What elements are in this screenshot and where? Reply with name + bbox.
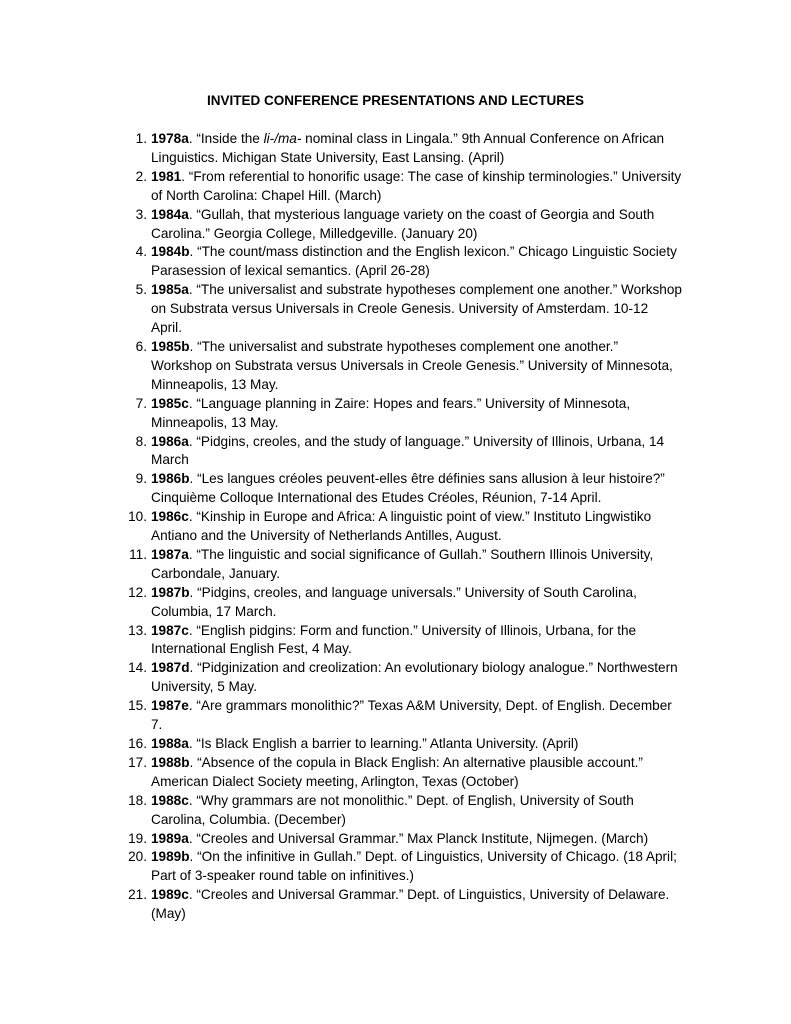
list-item	[117, 659, 682, 697]
entry-text: . “Pidginization and creolization: An evolutionary biology analogue.” Northwestern University, 5 May.	[151, 660, 678, 695]
entry-text: . “English pidgins: Form and function.” University of Illinois, Urbana, for the International English Fest, 4 May.	[151, 622, 637, 657]
list-item	[117, 243, 682, 281]
entry-year: 1985a	[151, 282, 189, 298]
entry-year: 1984a	[151, 206, 189, 222]
entry-year: 1987e	[151, 698, 189, 714]
entry-year: 1986b	[151, 471, 190, 487]
entry-text: . “Creoles and Universal Grammar.” Dept. of Linguistics, University of Delaware. (May)	[151, 887, 670, 922]
list-item	[117, 697, 682, 735]
list-item	[117, 338, 682, 395]
entry-text: . “The universalist and substrate hypotheses complement one another.” Workshop on Substrata versus Universals in Creole Genesis.” University of Minnesota, Minneapolis, 13 May.	[151, 338, 673, 392]
entry-text: . “Why grammars are not monolithic.” Dept. of English, University of South Carolina, Columbia. (December)	[151, 792, 634, 827]
item-number: 5.	[135, 282, 147, 298]
list-item	[117, 206, 682, 244]
entry-year: 1987c	[151, 622, 189, 638]
entry-text: . “The count/mass distinction and the English lexicon.” Chicago Linguistic Society Parasession of lexical semantics. (April 26-28)	[151, 244, 677, 279]
entry-text: . “Language planning in Zaire: Hopes and fears.” University of Minnesota, Minneapolis, 13 May.	[151, 395, 631, 430]
entry-year: 1987d	[151, 660, 190, 676]
entry-text: . “Pidgins, creoles, and the study of language.” University of Illinois, Urbana, 14 March	[151, 433, 665, 468]
item-number: 15.	[128, 698, 147, 714]
entry-year: 1981	[151, 168, 182, 184]
list-item	[117, 584, 682, 622]
entry-text: . “The linguistic and social significance of Gullah.” Southern Illinois University, Carbondale, January.	[151, 546, 654, 581]
item-number: 17.	[128, 754, 147, 770]
list-item	[117, 470, 682, 508]
entry-text: . “Kinship in Europe and Africa: A linguistic point of view.” Instituto Lingwistiko Antiano and the University of Netherlands Antilles, August.	[151, 509, 652, 544]
list-item	[117, 735, 682, 754]
entry-text: . “Absence of the copula in Black English: An alternative plausible account.” American Dialect Society meeting, Arlington, Texas (October)	[151, 754, 643, 789]
list-item	[117, 281, 682, 338]
entry-year: 1988b	[151, 754, 190, 770]
item-number: 9.	[135, 471, 147, 487]
entry-year: 1989c	[151, 887, 189, 903]
item-number: 8.	[135, 433, 147, 449]
entry-year: 1987a	[151, 546, 189, 562]
item-number: 14.	[128, 660, 147, 676]
list-item	[117, 622, 682, 660]
list-item	[117, 168, 682, 206]
entry-text: . “Creoles and Universal Grammar.” Max Planck Institute, Nijmegen. (March)	[188, 830, 649, 846]
item-number: 16.	[128, 736, 147, 751]
list-item	[117, 395, 682, 433]
list-item	[117, 508, 682, 546]
presentation-list	[117, 130, 682, 924]
entry-year: 1988c	[151, 792, 189, 808]
entry-text: . “Inside the	[188, 131, 264, 146]
list-item	[117, 546, 682, 584]
list-item	[117, 433, 682, 471]
entry-text: . “Pidgins, creoles, and language universals.” University of South Carolina, Columbia, 17 March.	[151, 584, 637, 619]
entry-year: 1989a	[151, 830, 189, 846]
entry-year: 1984b	[151, 244, 190, 260]
entry-year: 1985c	[151, 395, 189, 411]
entry-text: . “Is Black English a barrier to learning.” Atlanta University. (April)	[188, 736, 579, 751]
item-number: 1.	[135, 131, 147, 146]
list-item	[117, 848, 682, 886]
entry-text: . “The universalist and substrate hypotheses complement one another.” Workshop on Substrata versus Universals in Creole Genesis. University of Amsterdam. 10-12 April.	[151, 282, 682, 336]
entry-year: 1987b	[151, 584, 190, 600]
entry-text-rest: nominal class in Lingala.” 9th Annual Conference on African Linguistics. Michigan State University, East Lansing. (April)	[151, 131, 665, 165]
item-number: 19.	[128, 830, 147, 846]
item-number: 2.	[135, 168, 147, 184]
item-number: 18.	[128, 792, 147, 808]
list-item	[117, 886, 682, 924]
entry-text: . “From referential to honorific usage: The case of kinship terminologies.” University of North Carolina: Chapel Hill. (March)	[151, 168, 682, 203]
entry-year: 1978a	[151, 131, 189, 146]
entry-text: . “Les langues créoles peuvent-elles être définies sans allusion à leur histoire?” Cinquième Colloque International des Etudes Créoles, Réunion, 7-14 April.	[151, 471, 665, 506]
entry-year: 1989b	[151, 849, 190, 865]
item-number: 11.	[129, 546, 147, 562]
entry-year: 1988a	[151, 736, 189, 751]
entry-text: . “Are grammars monolithic?” Texas A&M University, Dept. of English. December 7.	[151, 698, 672, 733]
item-number: 13.	[128, 622, 147, 638]
item-number: 12.	[128, 584, 147, 600]
item-number: 3.	[135, 206, 147, 222]
item-number: 6.	[135, 338, 147, 354]
item-number: 7.	[135, 395, 147, 411]
list-item	[117, 130, 682, 168]
list-item	[117, 754, 682, 792]
page-title: INVITED CONFERENCE PRESENTATIONS AND LECTURES	[206, 93, 585, 108]
list-item	[117, 830, 682, 849]
entry-text: . “Gullah, that mysterious language variety on the coast of Georgia and South Carolina.” Georgia College, Milledgeville. (January 20)	[151, 206, 655, 241]
entry-year: 1986c	[151, 509, 189, 525]
entry-year: 1985b	[151, 338, 190, 354]
entry-year: 1986a	[151, 433, 189, 449]
item-number: 4.	[135, 244, 147, 260]
entry-italic-text: li-/ma-	[263, 131, 302, 146]
item-number: 10.	[128, 509, 147, 525]
list-item	[117, 792, 682, 830]
entry-text: . “On the infinitive in Gullah.” Dept. of Linguistics, University of Chicago. (18 April; Part of 3-speaker round table on infinitives.)	[151, 849, 677, 884]
item-number: 20.	[128, 849, 147, 865]
item-number: 21.	[128, 887, 147, 903]
